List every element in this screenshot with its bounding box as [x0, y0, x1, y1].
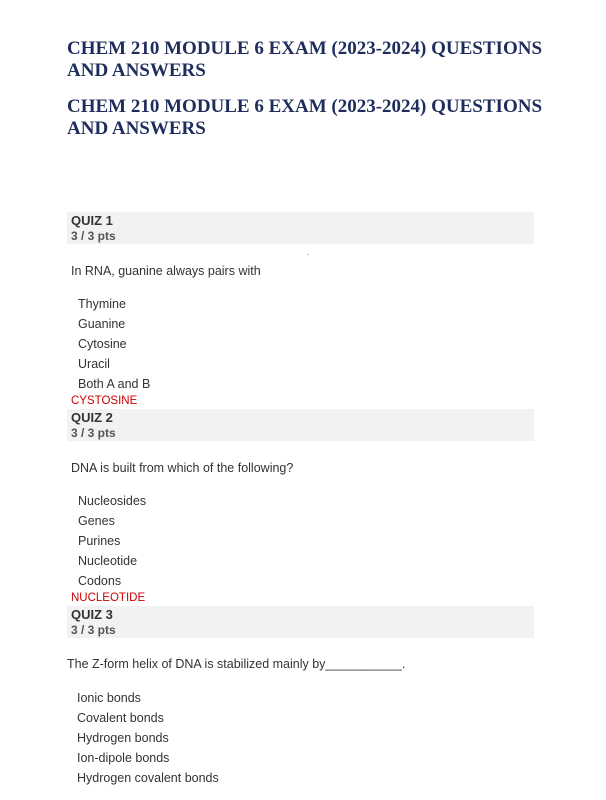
quiz-1-question: In RNA, guanine always pairs with — [71, 264, 261, 278]
quiz-3-question: The Z-form helix of DNA is stabilized mainly by___________. — [67, 657, 406, 671]
quiz-3-options — [77, 690, 219, 790]
quiz-3-option[interactable]: Hydrogen covalent bonds — [77, 771, 219, 785]
separator-dot: . — [307, 248, 310, 257]
quiz-2-options — [78, 493, 146, 593]
quiz-2-question: DNA is built from which of the following? — [71, 461, 294, 475]
quiz-1-option[interactable]: Thymine — [78, 297, 126, 311]
document-title: CHEM 210 MODULE 6 EXAM (2023-2024) QUESTIONS AND ANSWERS — [67, 38, 543, 81]
quiz-1-option[interactable]: Cytosine — [78, 337, 127, 351]
quiz-3-title: QUIZ 3 — [71, 607, 113, 622]
quiz-3-option[interactable]: Ion-dipole bonds — [77, 751, 170, 765]
quiz-1-title: QUIZ 1 — [71, 213, 113, 228]
quiz-2-option[interactable]: Genes — [78, 514, 115, 528]
quiz-3-header — [67, 606, 534, 638]
quiz-1-option[interactable]: Uracil — [78, 357, 110, 371]
quiz-1-option[interactable]: Guanine — [78, 317, 126, 331]
quiz-2-points: 3 / 3 pts — [71, 426, 116, 440]
quiz-2-answer: NUCLEOTIDE — [71, 592, 146, 604]
quiz-2-option[interactable]: Nucleotide — [78, 554, 138, 568]
quiz-2-option[interactable]: Nucleosides — [78, 494, 147, 508]
quiz-2-title: QUIZ 2 — [71, 410, 113, 425]
quiz-3-option[interactable]: Ionic bonds — [77, 691, 141, 705]
quiz-3-option[interactable]: Covalent bonds — [77, 711, 164, 725]
quiz-1-header — [67, 212, 534, 244]
document-title-repeat: CHEM 210 MODULE 6 EXAM (2023-2024) QUESTIONS AND ANSWERS — [67, 96, 543, 139]
quiz-1-option[interactable]: Both A and B — [78, 377, 151, 391]
quiz-1-options — [78, 296, 150, 396]
quiz-2-option[interactable]: Codons — [78, 574, 122, 588]
quiz-2-header — [67, 409, 534, 441]
quiz-3-points: 3 / 3 pts — [71, 623, 116, 637]
quiz-2-option[interactable]: Purines — [78, 534, 121, 548]
quiz-3-option[interactable]: Hydrogen bonds — [77, 731, 169, 745]
quiz-1-answer: CYSTOSINE — [71, 395, 138, 407]
quiz-1-points: 3 / 3 pts — [71, 229, 116, 243]
